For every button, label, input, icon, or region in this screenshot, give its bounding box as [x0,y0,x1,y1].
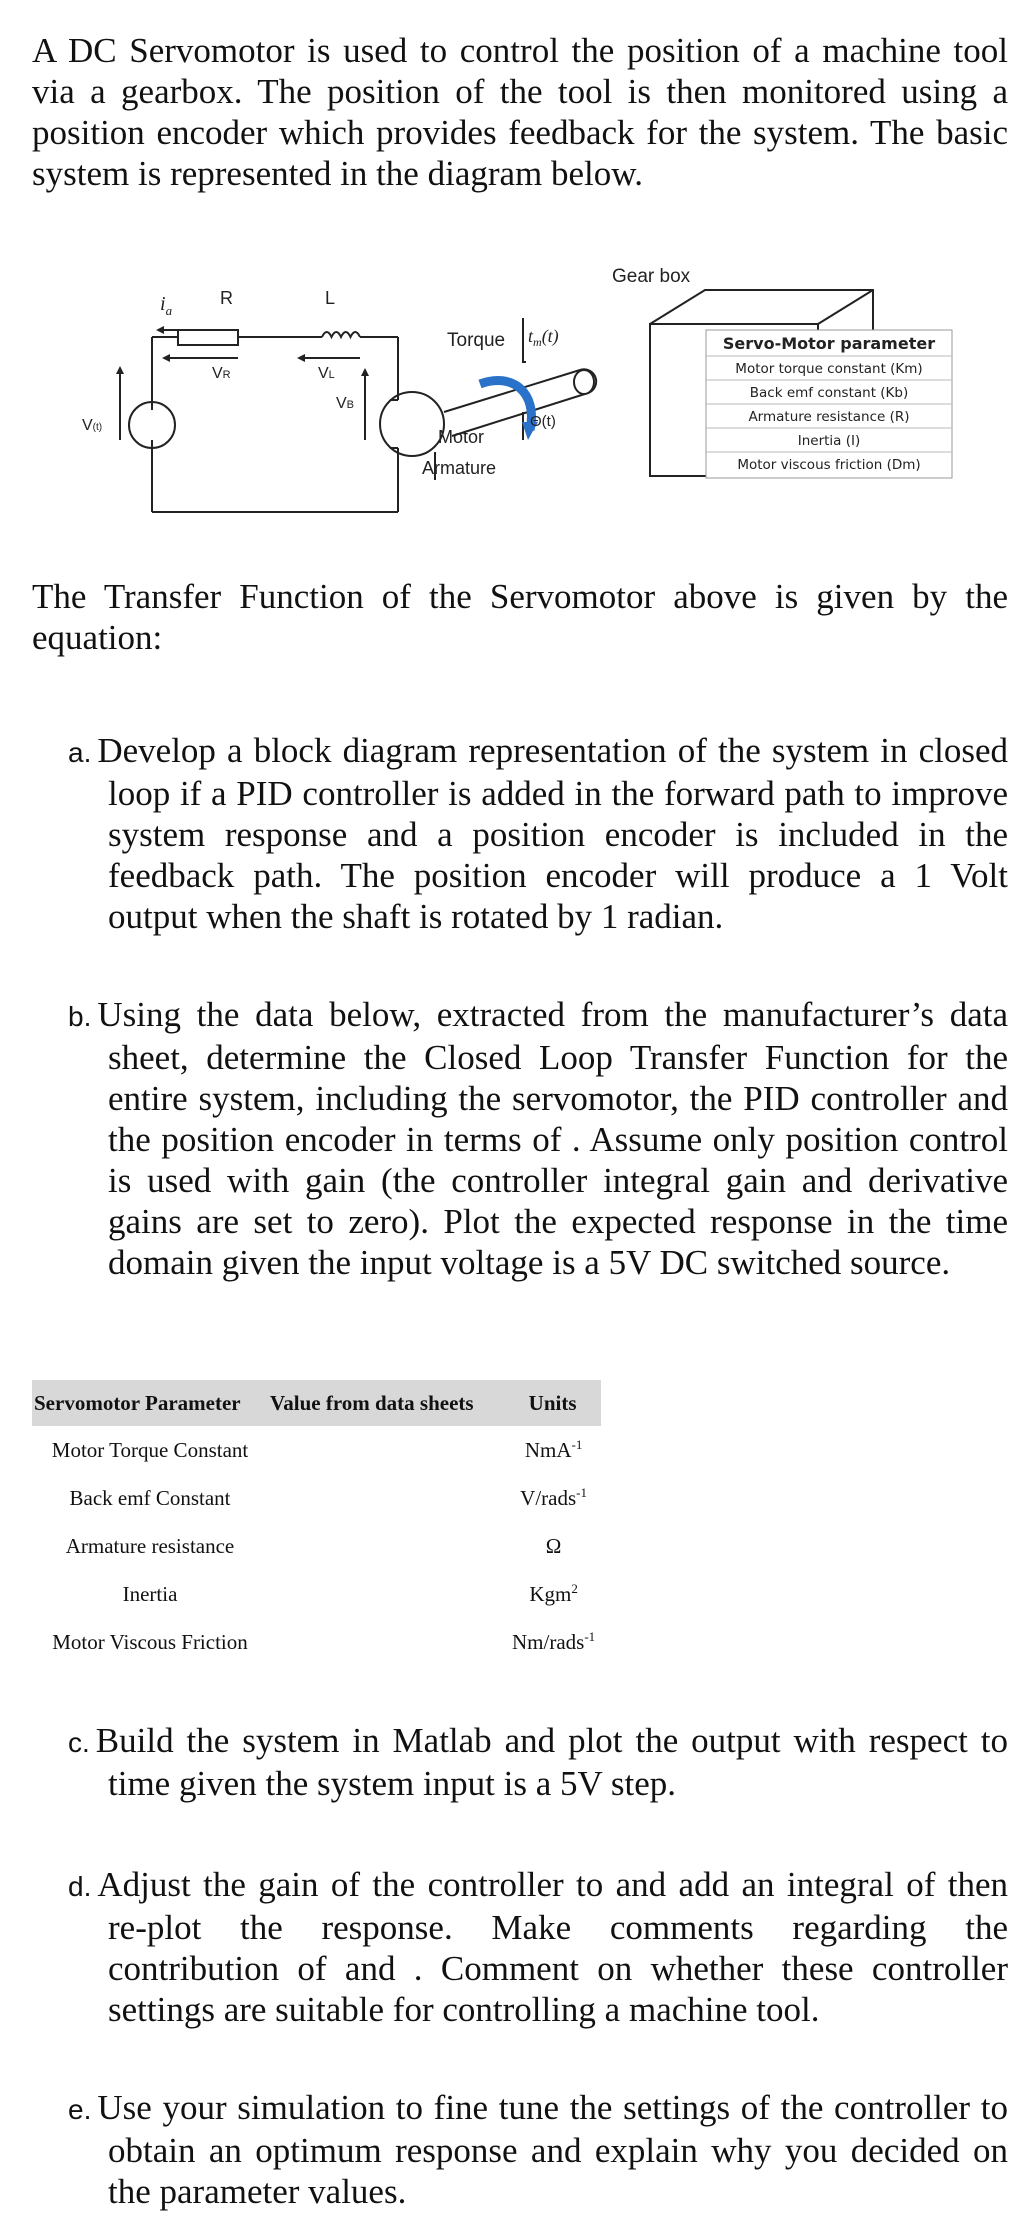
gearbox-label: Gear box [612,266,691,287]
vl-label: V [318,365,329,382]
param-row: Back emf constant (Kb) [749,385,909,401]
param-unit: V/rads$^{-1}$ [520,1485,587,1510]
vt-label: V [82,417,93,434]
param-name: Back emf Constant [69,1485,231,1510]
table-row [32,1474,601,1522]
servomotor-diagram [60,262,960,522]
tm-label: t [528,326,534,346]
param-name: Motor Viscous Friction [52,1629,248,1654]
question-letter: c. [68,1727,90,1758]
question-letter: e. [68,2094,92,2125]
question-text: Using the data below, extracted from the manufacturer’s data sheet, determine the Closed Loop Transfer Function for the entire system, including the servomotor, the PID controller and the position encoder in terms of . Assume only position control is used with gain (the controller integral gain and derivative gains are set to zero). Plot the expected response in the time domain given the input voltage is a 5V DC switched source. [97,995,1008,1282]
question-text: Develop a block diagram representation of the system in closed loop if a PID controller is added in the forward path to improve system response and a position encoder is included in the feedback path. The position encoder will produce a 1 Volt output when the shaft is rotated by 1 radian. [97,731,1008,936]
resistor-label: R [220,288,233,308]
inductor-label: L [325,288,336,308]
param-name: Inertia [122,1581,178,1606]
parameter-box [706,330,952,478]
question-e [68,2087,1008,2212]
svg-text:VL: VL [318,365,335,382]
svg-text:VB: VB [336,395,355,412]
motor-label: Motor [438,427,485,447]
param-name: Motor Torque Constant [51,1437,249,1462]
table-row [32,1618,601,1666]
svg-text:ia: $i_a$ [160,293,173,318]
param-unit: Kgm$^2$ [529,1581,578,1606]
question-letter: a. [68,737,92,768]
param-row: Inertia (I) [797,433,861,449]
motor-circle [380,392,444,456]
param-row: Motor torque constant (Km) [735,361,923,377]
svg-text:V(t): V(t) [82,417,103,434]
transfer-function-paragraph: The Transfer Function of the Servomotor above is given by the equation: [32,577,1008,657]
parameter-table [32,1380,601,1666]
question-letter: b. [68,1001,92,1032]
question-letter: d. [68,1871,92,1902]
armature-label: Armature [422,458,497,478]
question-a [68,730,1008,937]
vr-label: V [212,365,223,382]
param-unit: Nm/rads$^{-1}$ [512,1629,596,1654]
table-row [32,1522,601,1570]
question-d [68,1864,1008,2030]
param-unit: NmA$^{-1}$ [524,1437,583,1462]
param-row: Armature resistance (R) [748,409,910,425]
question-b [68,994,1008,1283]
question-text: Use your simulation to fine tune the settings of the controller to obtain an optimum response and explain why you decided on the parameter values. [97,2088,1008,2211]
param-name: Armature resistance [65,1533,235,1558]
resistor [178,330,238,345]
vb-label: V [336,395,347,412]
param-unit: Ω [545,1534,562,1558]
table-row [32,1570,601,1618]
theta-label: Θ(t) [530,413,556,430]
param-box-header: Servo-Motor parameter [722,334,936,353]
svg-text:tm(t): $t_m(t)$ [528,326,559,349]
table-header: Units [506,1380,601,1426]
intro-paragraph: A DC Servomotor is used to control the position of a machine tool via a gearbox. The position of the tool is then monitored using a position encoder which provides feedback for the system. The basic system is represented in the diagram below. [32,31,1008,193]
param-row: Motor viscous friction (Dm) [737,457,921,473]
table-row [32,1426,601,1474]
question-text: Adjust the gain of the controller to and add an integral of then re-plot the response. Make comments regarding the contribution of and . Comment on whether these controller settings are suitable for controlling a machine tool. [97,1865,1008,2029]
table-header: Value from data sheets [268,1380,506,1426]
ia-label: i [160,293,166,315]
question-c [68,1720,1008,1804]
svg-text:VR: VR [212,365,231,382]
question-text: Build the system in Matlab and plot the output with respect to time given the system input is a 5V step. [95,1721,1008,1803]
torque-label: Torque [447,330,506,351]
inductor [322,332,360,337]
table-header: Servomotor Parameter [32,1380,268,1426]
